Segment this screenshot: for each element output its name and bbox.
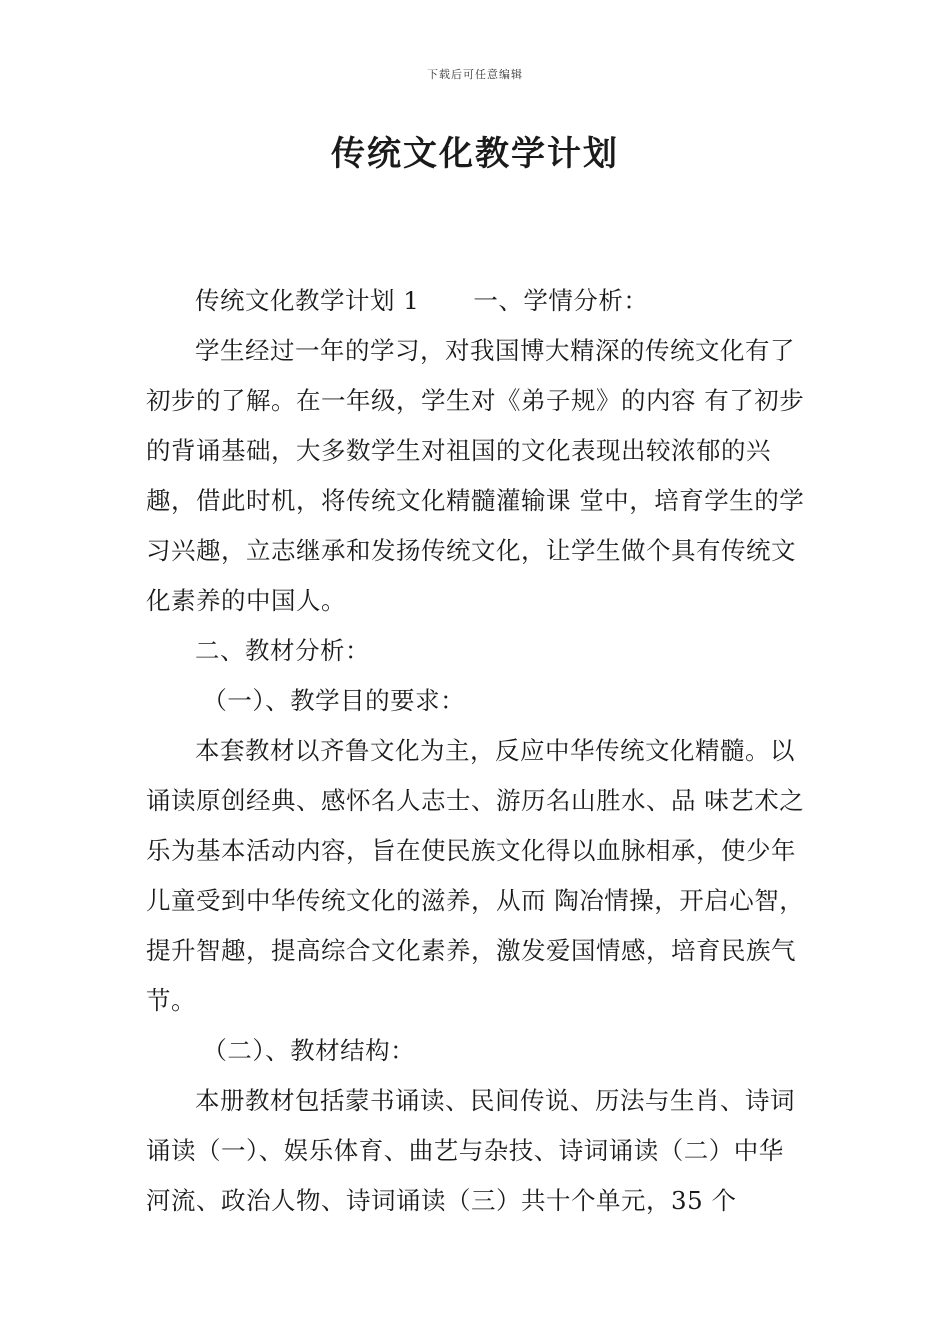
section-heading-1: 一、学情分析： [473, 286, 649, 315]
header-note: 下载后可任意编辑 [427, 68, 523, 81]
paragraph-textbook-structure: 本册教材包括蒙书诵读、民间传说、历法与生肖、诗词诵读（一）、娱乐体育、曲艺与杂技、诗词诵读（二）中华河流、政治人物、诗词诵读（三）共十个单元，35 个 [146, 1086, 795, 1215]
subsection-heading-2: （二）、教材结构： [202, 1036, 416, 1065]
first-line [146, 276, 806, 326]
section-heading-2: 二、教材分析： [195, 636, 370, 665]
document-title: 传统文化教学计划 [331, 134, 619, 174]
document-body [146, 276, 806, 1226]
paragraph-learning-analysis: 学生经过一年的学习，对我国博大精深的传统文化有了初步的了解。在一年级，学生对《弟子规》的内容 有了初步的背诵基础，大多数学生对祖国的文化表现出较浓郁的兴趣，借此时机，将传统文化精髓灌输课 堂中，培育学生的学习兴趣，立志继承和发扬传统文化，让学生做个具有传统文化素养的中国人。 [146, 336, 805, 615]
subsection-heading-1: （一）、教学目的要求： [202, 686, 466, 715]
paragraph-teaching-goals: 本套教材以齐鲁文化为主，反应中华传统文化精髓。以诵读原创经典、感怀名人志士、游历名山胜水、品 味艺术之乐为基本活动内容，旨在使民族文化得以血脉相承，使少年儿童受到中华传统文化的滋养，从而 陶冶情操，开启心智，提升智趣，提高综合文化素养，激发爱国情感，培育民族气节。 [146, 736, 805, 1015]
document-subtitle: 传统文化教学计划 1 [195, 286, 420, 315]
